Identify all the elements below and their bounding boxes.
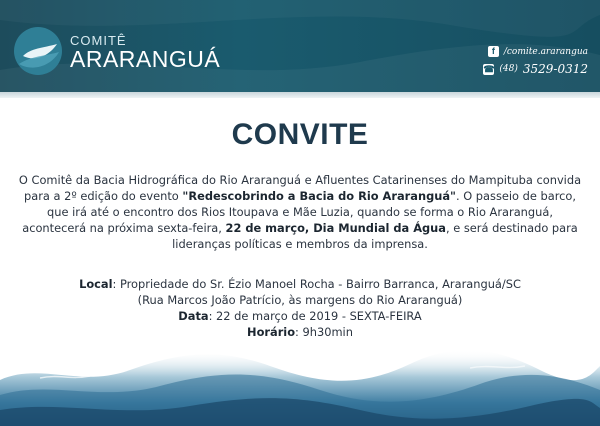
- data-label: Data: [178, 309, 209, 323]
- contact-info: [483, 46, 588, 76]
- header-banner: [0, 0, 600, 92]
- invitation-paragraph: [14, 172, 586, 252]
- data-value: : 22 de março de 2019 - SEXTA-FEIRA: [208, 309, 422, 323]
- comite-logo-icon: [13, 26, 63, 76]
- phone-number: 3529-0312: [522, 62, 588, 76]
- detail-local: [14, 276, 586, 292]
- phone-ddd: (48): [499, 64, 518, 74]
- facebook-handle[interactable]: /comite.ararangua: [503, 46, 588, 57]
- header-divider-band: [0, 92, 600, 98]
- invitation-text-part3: , e será destinado para lideranças políticas e membros da imprensa.: [172, 221, 578, 251]
- event-date-highlight: 22 de março, Dia Mundial da Água: [225, 221, 446, 235]
- event-details: [14, 276, 586, 340]
- local-label: Local: [79, 277, 113, 291]
- page-title: CONVITE: [231, 118, 369, 151]
- event-name: "Redescobrindo a Bacia do Rio Araranguá": [182, 189, 456, 203]
- facebook-icon: f: [488, 46, 499, 57]
- horario-label: Horário: [247, 325, 296, 339]
- horario-value: : 9h30min: [295, 325, 353, 339]
- detail-data: [14, 308, 586, 324]
- water-image: [0, 340, 600, 426]
- invitation-text-part2: . O passeio de barco, que irá até o encontro dos Rios Itoupava e Mãe Luzia, quando se forma o Rio Araranguá, acontecerá na próxima sexta-feira,: [22, 189, 576, 235]
- local-value: : Propriedade do Sr. Ézio Manoel Rocha - Bairro Barranca, Araranguá/SC: [112, 277, 521, 291]
- logo-text-comite: COMITÊ: [70, 33, 127, 48]
- phone-icon: ☎: [483, 63, 495, 74]
- detail-horario: [14, 324, 586, 340]
- detail-local-extra: (Rua Marcos João Patrício, às margens do Rio Araranguá): [137, 293, 463, 307]
- invitation-text-part1: O Comitê da Bacia Hidrográfica do Rio Araranguá e Afluentes Catarinenses do Mampituba convida para a 2º edição do evento: [18, 173, 582, 203]
- logo-text-ararangua: ARARANGUÁ: [70, 46, 221, 72]
